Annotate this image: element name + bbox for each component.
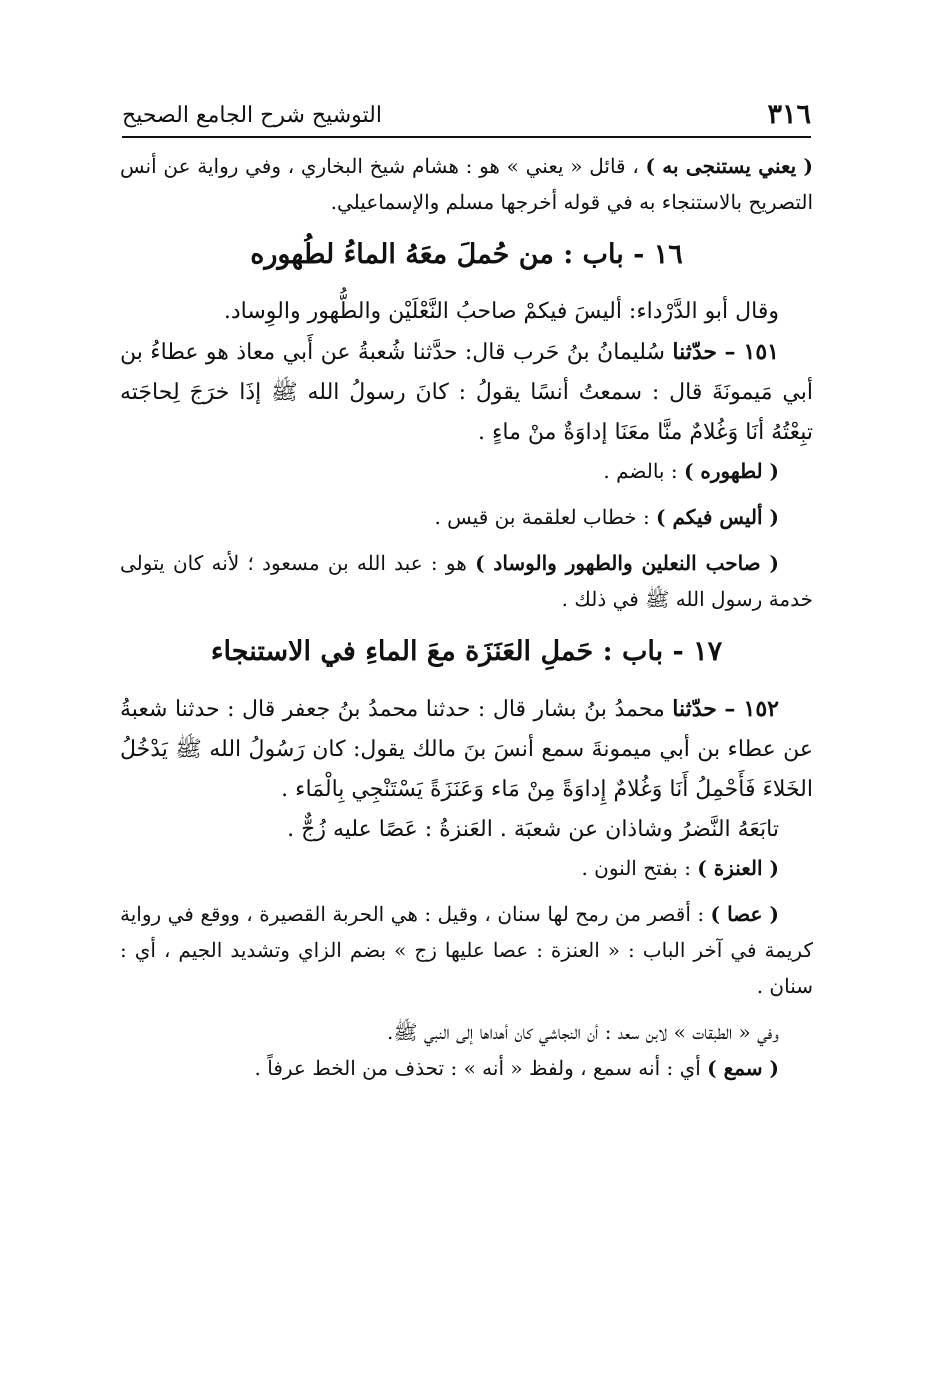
page-number: ٣١٦ <box>767 99 811 130</box>
commentary-text: هو : عبد الله بن مسعود ؛ لأنه كان يتولى خدمة رسول الله ﷺ في ذلك . <box>120 551 813 611</box>
commentary-term: ( عصا ) <box>710 902 779 926</box>
hadith-lead: حدّثنا <box>672 696 717 722</box>
commentary-note: وفي « الطبقات » لابن سعد : أن النجاشي كان أهداها إلى النبي ﷺ. <box>387 1020 779 1044</box>
commentary-text: أي : أنه سمع ، ولفظ « أنه » : تحذف من الخط عرفاً . <box>254 1056 708 1080</box>
hadith-number: ١٥٢ – <box>724 696 779 722</box>
commentary-term: ( لطهوره ) <box>683 459 779 483</box>
hadith-text: سُليمانُ بنُ حَرب قال: حدَّثنا شُعبةُ عن أَبي معاذ هو عطاءُ بن أبي مَيمونَةَ قال : سمعتُ أنسًا يقولُ : كانَ رسولُ الله ﷺ إذَا خرَجَ لِحاجَته تبِعْتُهُ أنَا وَغُلامٌ منَّا معَنَا إداوَةٌ منْ ماءٍ . <box>120 340 813 445</box>
commentary-text: : خطاب لعلقمة بن قيس . <box>434 505 657 529</box>
commentary-text: : بالضم . <box>603 459 684 483</box>
commentary-text: : أقصر من رمح لها سنان ، وقيل : هي الحربة القصيرة ، ووقع في رواية كريمة في آخر الباب : « العنزة : عصا عليها زج » بضم الزاي وتشديد الجيم ، أي : سنان . <box>120 902 813 998</box>
hadith-lead: حدّثنا <box>672 339 718 365</box>
commentary-term: ( أليس فيكم ) <box>656 505 779 529</box>
commentary-text: : بفتح النون . <box>581 856 698 880</box>
hadith-number: ١٥١ – <box>724 339 779 365</box>
commentary-term: ( العنزة ) <box>697 856 779 880</box>
commentary-note <box>120 1050 813 1086</box>
narration-note: تابَعَهُ النَّضرُ وشاذان عن شعبَة . العَنزةُ : عَصًا عليه زُجٌّ . <box>287 817 779 842</box>
hadith-151 <box>120 332 813 453</box>
commentary-note <box>120 545 813 617</box>
page-body <box>120 148 813 1086</box>
chapter-heading-16: ١٦ - باب : من حُملَ معَهُ الماءُ لطُهوره <box>250 239 683 270</box>
commentary-note <box>120 453 813 489</box>
commentary-note <box>120 499 813 535</box>
hadith-152 <box>120 689 813 810</box>
commentary-term: ( يعني يستنجى به ) <box>645 154 813 178</box>
commentary-text: ، قائل « يعني » هو : هشام شيخ البخاري ، وفي رواية عن أنس التصريح بالاستنجاء به في قوله أخرجها مسلم والإسماعيلي. <box>120 154 813 214</box>
commentary-paragraph <box>120 148 813 220</box>
narration-athar: وقال أبو الدَّرْداء: أليسَ فيكمْ صاحبُ النَّعْلَيْن والطُّهور والوِساد. <box>223 299 779 324</box>
running-title: التوشيح شرح الجامع الصحيح <box>122 103 382 128</box>
commentary-term: ( سمع ) <box>707 1056 779 1080</box>
commentary-term: ( صاحب النعلين والطهور والوساد ) <box>475 551 780 575</box>
hadith-text: محمدُ بنُ بشار قال : حدثنا محمدُ بنُ جعفر قال : حدثنا شعبةُ عن عطاء بن أبي ميمونةَ سمع أنسَ بنَ مالك يقول: كان رَسُولُ الله ﷺ يَدْخُلُ الخَلاءَ فَأَحْمِلُ أَنَا وَغُلامٌ إِداوَةً مِنْ مَاء وَعَنَزَةً يَسْتَنْجِي بِالْمَاء . <box>120 697 813 802</box>
commentary-note <box>120 850 813 886</box>
page-header <box>122 92 811 138</box>
commentary-note <box>120 896 813 1004</box>
chapter-heading-17: ١٧ - باب : حَملِ العَنَزَة معَ الماءِ في الاستنجاء <box>210 636 723 667</box>
